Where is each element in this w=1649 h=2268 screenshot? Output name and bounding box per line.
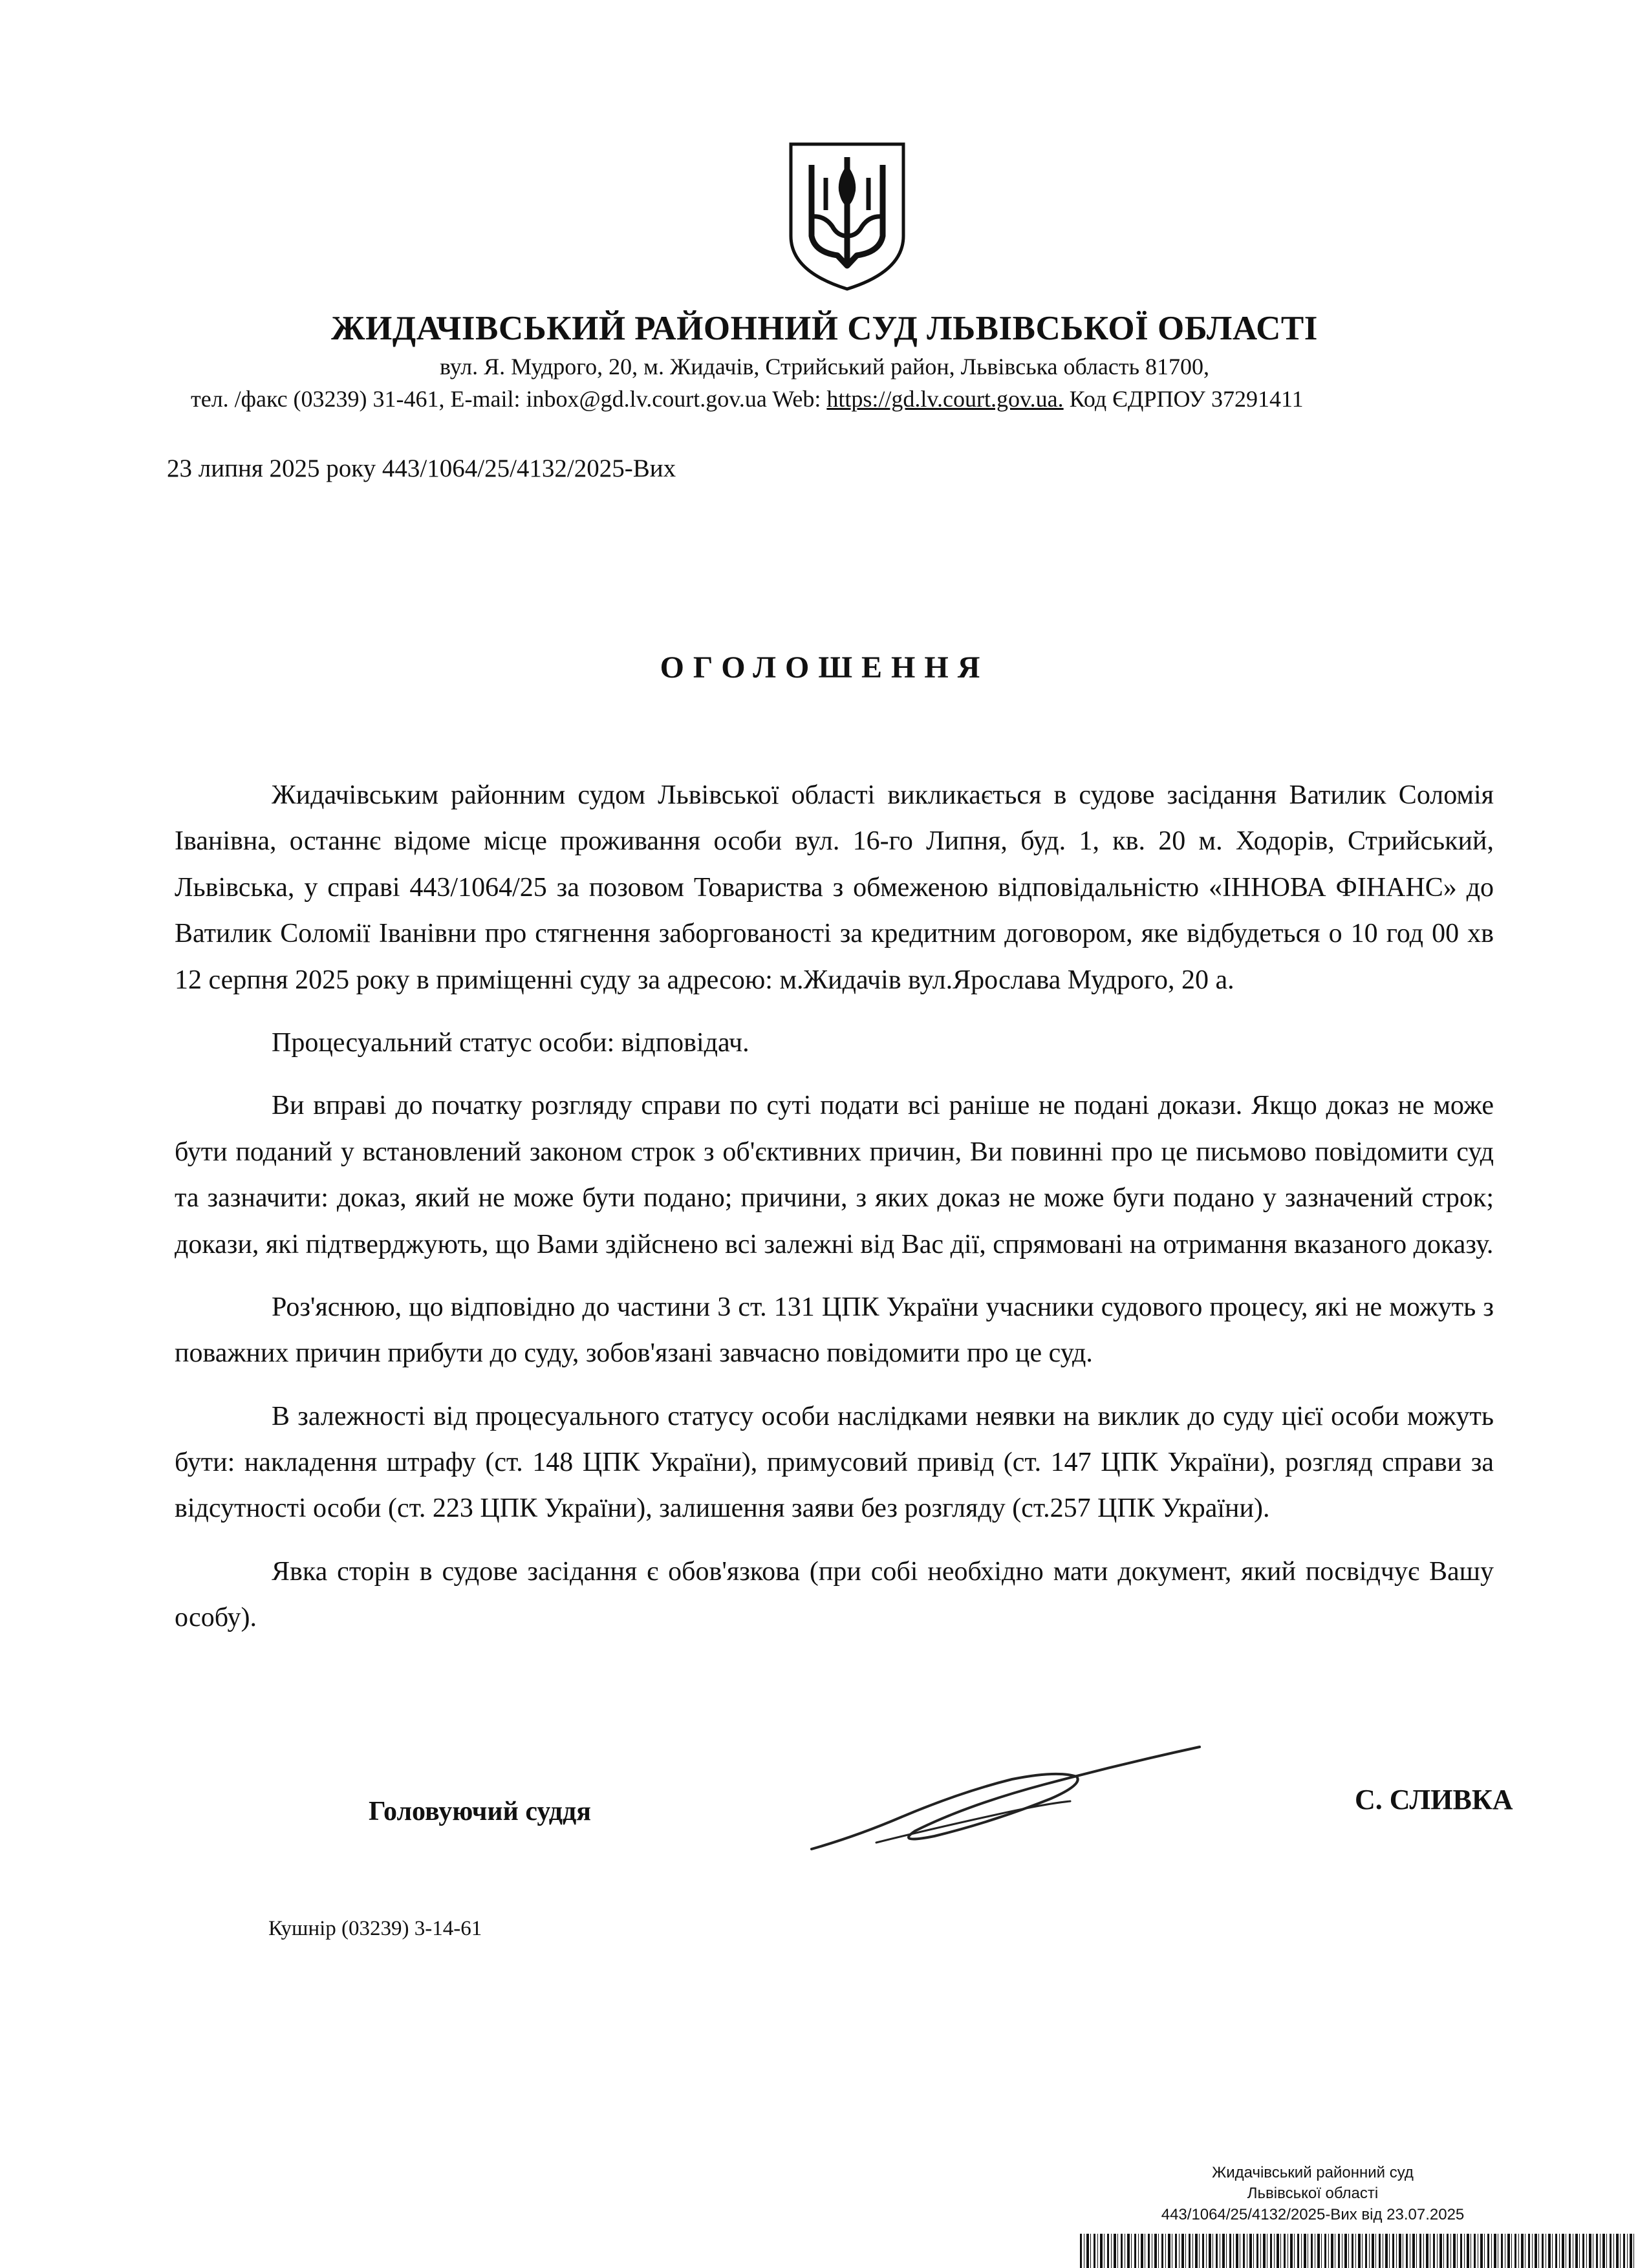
- coat-of-arms-icon: [786, 139, 909, 294]
- stamp-line-number: 443/1064/25/4132/2025-Вих від 23.07.2025: [1161, 2205, 1465, 2223]
- court-address: вул. Я. Мудрого, 20, м. Жидачів, Стрийський район, Львівська область 81700,: [439, 354, 1210, 380]
- paragraph-explanation: Роз'яснюю, що відповідно до частини 3 ст. 131 ЦПК України учасники судового процесу, які не можуть з поважних причин прибути до суду, зобов'язані завчасно повідомити про це суд.: [175, 1292, 1494, 1369]
- document-title: ОГОЛОШЕННЯ: [660, 650, 989, 685]
- stamp-line-region: Львівської області: [1247, 2185, 1379, 2203]
- contact-info: тел. /факс (03239) 31-461, E-mail: inbox@gd.lv.court.gov.ua Web:: [191, 386, 827, 412]
- signature-icon: [799, 1739, 1212, 1862]
- registration-stamp: [1132, 2163, 1494, 2225]
- website-link[interactable]: https://gd.lv.court.gov.ua.: [826, 386, 1064, 412]
- contact-person: Кушнір (03239) 3-14-61: [268, 1917, 482, 1940]
- document-body: [175, 773, 1494, 1658]
- stamp-line-court: Жидачівський районний суд: [1212, 2164, 1414, 2181]
- barcode: [1080, 2234, 1636, 2268]
- court-name: ЖИДАЧІВСЬКИЙ РАЙОННИЙ СУД ЛЬВІВСЬКОЇ ОБЛАСТІ: [331, 310, 1318, 347]
- edrpou-code: Код ЄДРПОУ 37291411: [1063, 386, 1304, 412]
- paragraph-evidence: Ви вправі до початку розгляду справи по суті подати всі раніше не подані докази. Якщо доказ не може бути поданий у встановлений законом строк з об'єктивних причин, Ви повинні про це письмово повідомити суд та зазначити: доказ, який не може бути подано; причини, з яких доказ не може буги подано у зазначений строк; докази, які підтверджують, що Вами здійснено всі залежні від Вас дії, спрямовані на отримання вказаного доказу.: [175, 1091, 1494, 1259]
- paragraph-status: Процесуальний статус особи: відповідач.: [272, 1027, 749, 1058]
- signer-role: Головуючий суддя: [369, 1797, 591, 1826]
- signer-name: С. СЛИВКА: [1355, 1784, 1513, 1815]
- court-contacts: [191, 385, 1304, 412]
- paragraph-consequences: В залежності від процесуального статусу особи наслідками неявки на виклик до суду цієї особи можуть бути: накладення штрафу (ст. 148 ЦПК України), примусовий привід (ст. 147 ЦПК України), розгляд справи за відсутності особи (ст. 223 ЦПК України), залишення заяви без розгляду (ст.257 ЦПК України).: [175, 1401, 1494, 1524]
- outgoing-reference: 23 липня 2025 року 443/1064/25/4132/2025-Вих: [167, 455, 676, 482]
- paragraph-attendance: Явка сторін в судове засідання є обов'язкова (при собі необхідно мати документ, який посвідчує Вашу особу).: [175, 1556, 1494, 1633]
- paragraph-summons: Жидачівським районним судом Львівської області викликається в судове засідання Ватилик Соломія Іванівна, останнє відоме місце проживання особи вул. 16-го Липня, буд. 1, кв. 20 м. Ходорів, Стрийський, Львівська, у справі 443/1064/25 за позовом Товариства з обмеженою відповідальністю «ІННОВА ФІНАНС» до Ватилик Соломії Іванівни про стягнення заборгованості за кредитним договором, яке відбудеться о 10 год 00 хв 12 серпня 2025 року в приміщенні суду за адресою: м.Жидачів вул.Ярослава Мудрого, 20 а.: [175, 780, 1494, 995]
